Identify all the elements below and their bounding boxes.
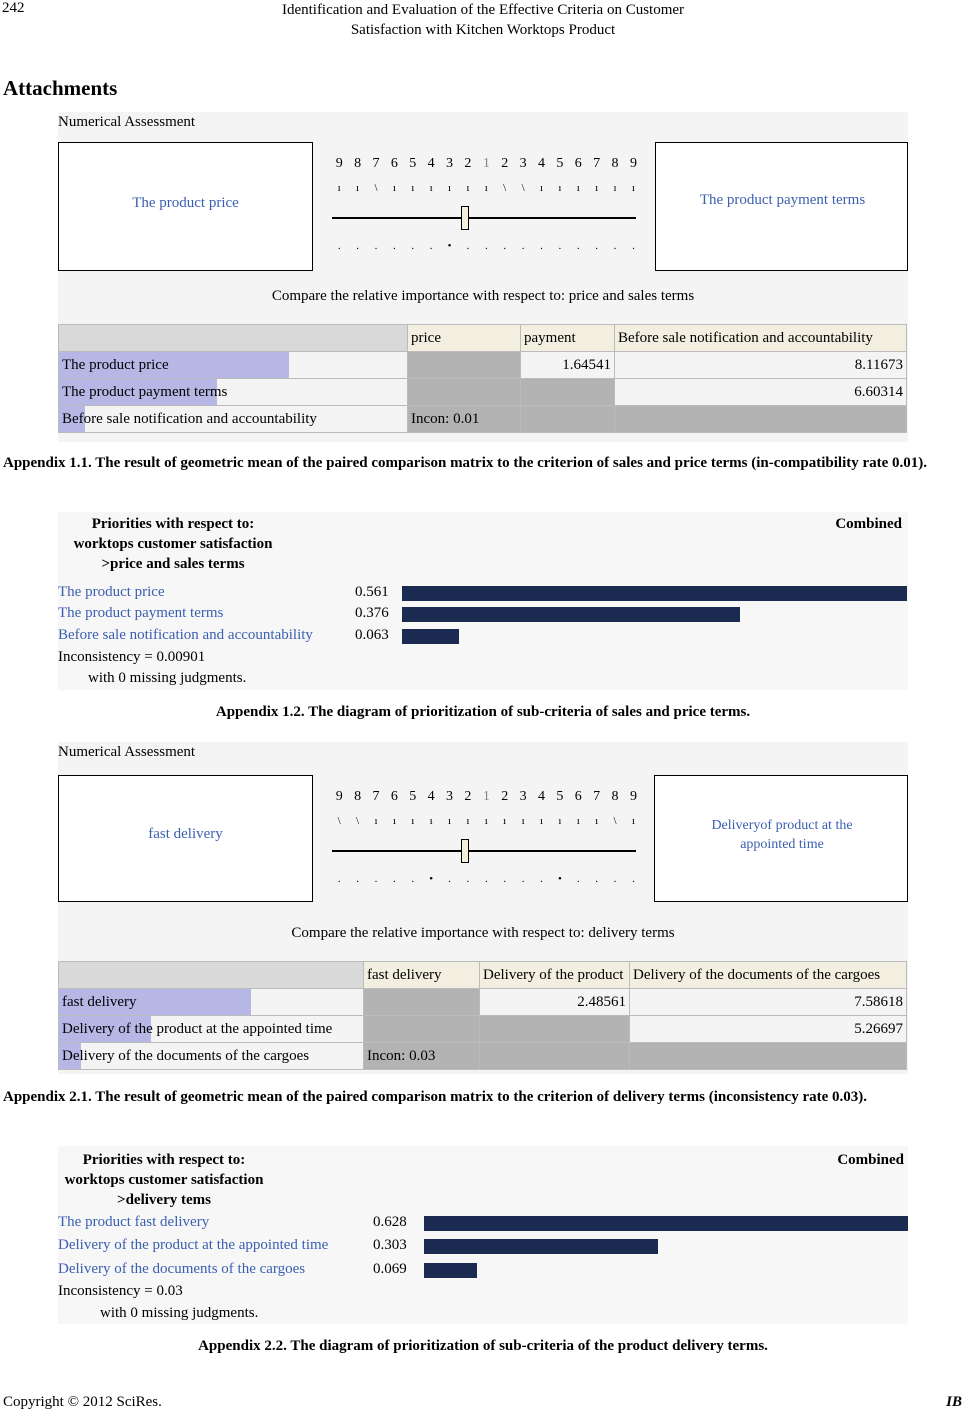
scale-number[interactable]: 2: [501, 156, 509, 171]
scale-number[interactable]: 8: [354, 789, 362, 804]
matrix-cell[interactable]: [615, 406, 907, 433]
scale-number[interactable]: 3: [519, 789, 527, 804]
missing-judgments-text: with 0 missing judgments.: [100, 1305, 259, 1321]
left-criterion-panel[interactable]: [58, 775, 313, 902]
scale-numbers: [330, 789, 650, 805]
matrix-cell[interactable]: 5.26697: [630, 1016, 907, 1043]
matrix-cell[interactable]: 1.64541: [521, 352, 615, 379]
matrix-cell[interactable]: [480, 1043, 630, 1070]
priority-bar: [424, 1239, 658, 1254]
combined-label: Combined: [835, 516, 902, 532]
priority-item-label: Before sale notification and accountability: [58, 627, 313, 643]
right-criterion-panel[interactable]: [655, 142, 908, 271]
slider-thumb[interactable]: [461, 206, 469, 230]
matrix-row-label: Delivery of the documents of the cargoes: [59, 1043, 364, 1070]
scale-number[interactable]: 3: [519, 156, 527, 171]
scale-number[interactable]: 8: [611, 789, 619, 804]
scale-number[interactable]: 1: [482, 156, 490, 171]
running-title-line2: Satisfaction with Kitchen Worktops Product: [350, 22, 616, 38]
priority-item-label: The product fast delivery: [58, 1214, 210, 1230]
matrix-row: [59, 1016, 907, 1043]
priority-item-label: Delivery of the product at the appointed time: [58, 1237, 329, 1253]
matrix-row-label: Before sale notification and accountability: [59, 406, 408, 433]
inconsistency-cell: Incon: 0.01: [408, 406, 521, 433]
comparison-scale[interactable]: [330, 789, 650, 885]
scale-number[interactable]: 4: [427, 789, 435, 804]
left-criterion-panel[interactable]: [58, 142, 313, 271]
matrix-col-header: price: [408, 325, 521, 352]
missing-judgments-text: with 0 missing judgments.: [88, 670, 247, 686]
figure-3-numerical-assessment: [58, 742, 908, 1074]
figure-4-priorities: [58, 1146, 908, 1324]
matrix-cell[interactable]: [364, 1016, 480, 1043]
scale-number[interactable]: 8: [354, 156, 362, 171]
priority-item-label: The product price: [58, 584, 165, 600]
left-criterion-label: The product price: [132, 195, 239, 211]
comparison-scale[interactable]: [330, 156, 650, 252]
section-title: Attachments: [3, 76, 118, 100]
comparison-matrix: [58, 961, 907, 1070]
matrix-row-label: The product price: [59, 352, 408, 379]
scale-number[interactable]: 2: [501, 789, 509, 804]
running-title-line1: Identification and Evaluation of the Effective Criteria on Customer: [281, 2, 685, 18]
compare-instruction: Compare the relative importance with respect to: delivery terms: [291, 925, 675, 941]
matrix-cell[interactable]: 8.11673: [615, 352, 907, 379]
matrix-cell[interactable]: [521, 379, 615, 406]
scale-number[interactable]: 6: [390, 789, 398, 804]
right-criterion-panel[interactable]: [654, 775, 908, 902]
right-criterion-label: Deliveryof product at the appointed time: [711, 818, 853, 852]
priority-item-label: Delivery of the documents of the cargoes: [58, 1261, 306, 1277]
combined-label: Combined: [837, 1152, 904, 1168]
scale-number[interactable]: 4: [427, 156, 435, 171]
priority-bar: [424, 1216, 908, 1231]
caption-appendix-1-1: Appendix 1.1. The result of geometric mean of the paired comparison matrix to the criterion of sales and price terms (in-compatibility rate 0.01).: [3, 455, 928, 471]
matrix-cell[interactable]: [364, 989, 480, 1016]
slider-thumb[interactable]: [461, 839, 469, 863]
scale-number[interactable]: 5: [556, 789, 564, 804]
scale-number[interactable]: 9: [335, 789, 343, 804]
matrix-cell[interactable]: 7.58618: [630, 989, 907, 1016]
matrix-row: [59, 406, 907, 433]
scale-number[interactable]: 2: [464, 789, 472, 804]
matrix-col-header: Before sale notification and accountability: [615, 325, 907, 352]
scale-number[interactable]: 5: [556, 156, 564, 171]
numerical-assessment-heading: Numerical Assessment: [58, 744, 196, 760]
slider-track[interactable]: [332, 217, 636, 219]
scale-number[interactable]: 9: [629, 156, 637, 171]
journal-abbrev: IB: [946, 1394, 962, 1410]
numerical-assessment-heading: Numerical Assessment: [58, 114, 196, 130]
matrix-row: [59, 1043, 907, 1070]
copyright: Copyright © 2012 SciRes.: [3, 1394, 162, 1410]
matrix-cell[interactable]: [408, 379, 521, 406]
scale-number[interactable]: 7: [372, 789, 380, 804]
matrix-cell[interactable]: [521, 406, 615, 433]
matrix-header-row: [59, 325, 907, 352]
scale-number[interactable]: 3: [446, 156, 454, 171]
matrix-cell[interactable]: [630, 1043, 907, 1070]
priority-bar: [424, 1263, 477, 1278]
scale-number[interactable]: 9: [335, 156, 343, 171]
matrix-col-header: Delivery of the documents of the cargoes: [630, 962, 907, 989]
figure-1-numerical-assessment: [58, 112, 908, 442]
matrix-row-label: Delivery of the product at the appointed time: [59, 1016, 364, 1043]
scale-ticks: ı ı \ ı ı ı ı ı ı \ \ ı ı ı ı ı ı: [337, 182, 635, 194]
scale-number[interactable]: 5: [409, 156, 417, 171]
caption-appendix-2-1: Appendix 2.1. The result of geometric mean of the paired comparison matrix to the criterion of delivery terms (inconsistency rate 0.03).: [3, 1089, 868, 1105]
priorities-title: Priorities with respect to: worktops customer satisfaction >price and sales terms: [73, 516, 273, 572]
caption-appendix-2-2: Appendix 2.2. The diagram of prioritization of sub-criteria of the product delivery terms.: [198, 1338, 768, 1354]
matrix-header-row: [59, 962, 907, 989]
priority-value: 0.628: [373, 1214, 407, 1230]
scale-number[interactable]: 4: [537, 789, 545, 804]
matrix-cell[interactable]: 6.60314: [615, 379, 907, 406]
compare-instruction: Compare the relative importance with respect to: price and sales terms: [271, 288, 695, 304]
priority-value: 0.069: [373, 1261, 407, 1277]
matrix-corner: [59, 962, 364, 989]
right-criterion-label: The product payment terms: [699, 192, 866, 208]
inconsistency-text: Inconsistency = 0.03: [58, 1283, 183, 1299]
scale-dots: . . . . . . • . . . . . . . . . .: [337, 240, 635, 252]
caption-appendix-1-2: Appendix 1.2. The diagram of prioritization of sub-criteria of sales and price terms.: [215, 704, 751, 720]
scale-number[interactable]: 1: [482, 789, 490, 804]
page-number: 242: [2, 0, 25, 16]
priority-value: 0.303: [373, 1237, 407, 1253]
scale-number[interactable]: 6: [574, 789, 582, 804]
matrix-col-header: Delivery of the product: [480, 962, 630, 989]
priority-value: 0.561: [355, 584, 389, 600]
matrix-row-label: The product payment terms: [59, 379, 408, 406]
scale-number[interactable]: 3: [446, 789, 454, 804]
slider-track[interactable]: [332, 850, 636, 852]
priority-value: 0.063: [355, 627, 389, 643]
scale-number[interactable]: 7: [593, 156, 601, 171]
scale-dots: . . . . . • . . . . . . • . . . .: [337, 873, 635, 885]
inconsistency-text: Inconsistency = 0.00901: [58, 649, 206, 665]
comparison-matrix: [58, 324, 907, 433]
left-criterion-label: fast delivery: [148, 826, 223, 842]
matrix-cell[interactable]: [480, 1016, 630, 1043]
scale-number[interactable]: 4: [537, 156, 545, 171]
figure-2-priorities: [58, 512, 908, 690]
matrix-row: [59, 989, 907, 1016]
matrix-row: [59, 379, 907, 406]
scale-numbers: [330, 156, 650, 172]
matrix-row: [59, 352, 907, 379]
scale-number[interactable]: 7: [372, 156, 380, 171]
scale-number[interactable]: 7: [593, 789, 601, 804]
scale-number[interactable]: 6: [574, 156, 582, 171]
scale-number[interactable]: 6: [390, 156, 398, 171]
priority-value: 0.376: [355, 605, 389, 621]
scale-number[interactable]: 9: [629, 789, 637, 804]
inconsistency-cell: Incon: 0.03: [364, 1043, 480, 1070]
matrix-corner: [59, 325, 408, 352]
matrix-col-header: fast delivery: [364, 962, 480, 989]
scale-number[interactable]: 2: [464, 156, 472, 171]
priority-item-label: The product payment terms: [58, 605, 224, 621]
scale-ticks: \ \ ı ı ı ı ı ı ı ı ı ı ı ı ı \ ı: [337, 815, 635, 827]
matrix-col-header: payment: [521, 325, 615, 352]
running-title: [0, 0, 966, 40]
priority-bar: [402, 586, 907, 601]
priorities-title: Priorities with respect to: worktops customer satisfaction >delivery tems: [64, 1152, 264, 1208]
matrix-cell[interactable]: 2.48561: [480, 989, 630, 1016]
matrix-cell[interactable]: [408, 352, 521, 379]
priority-bar: [402, 629, 459, 644]
scale-number[interactable]: 5: [409, 789, 417, 804]
scale-number[interactable]: 8: [611, 156, 619, 171]
priority-bar: [402, 607, 740, 622]
matrix-row-label: fast delivery: [59, 989, 364, 1016]
